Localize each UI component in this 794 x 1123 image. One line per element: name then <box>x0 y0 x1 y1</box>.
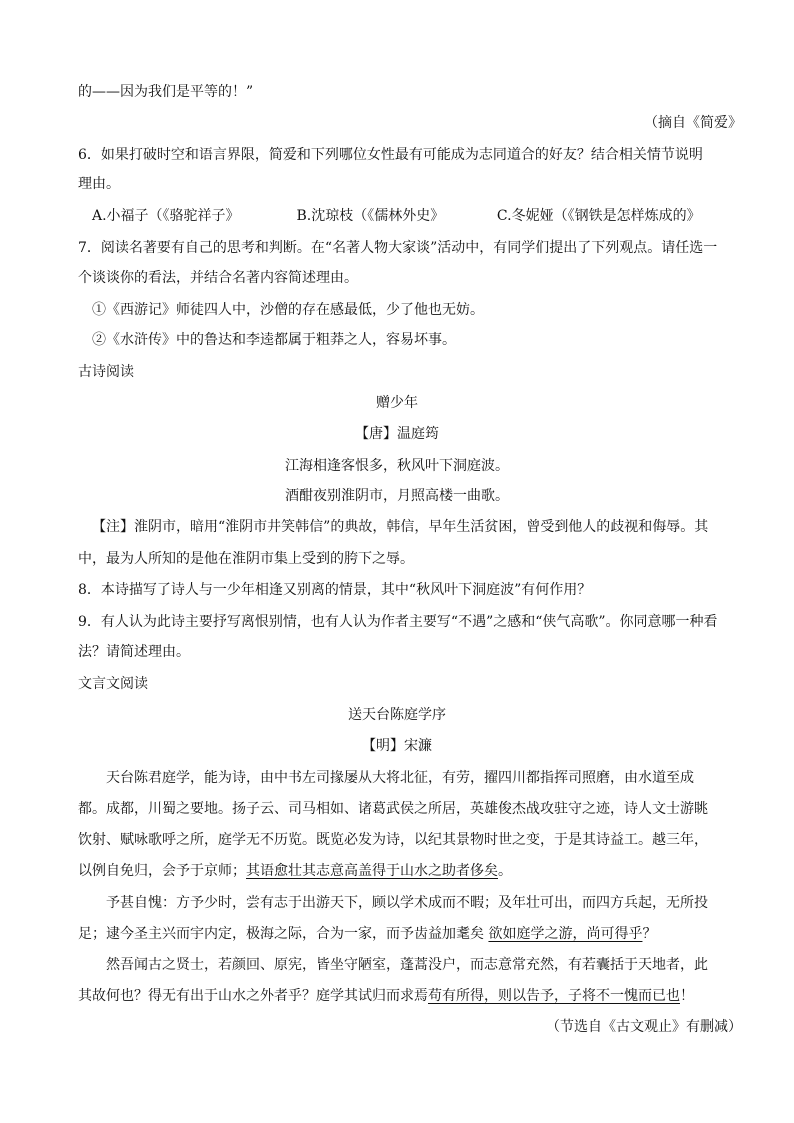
prose-source: （节选自《古文观止》有删减） <box>546 1019 742 1035</box>
prose-p3-line2-end: ！ <box>680 988 694 1004</box>
question-8: 8．本诗描写了诗人与一少年相逢又别离的情景，其中“秋风叶下洞庭波”有何作用？ <box>78 582 592 598</box>
q6-option-c: C.冬妮娅（《钢铁是怎样炼成的》 <box>496 208 701 224</box>
q9-line1: 9．有人认为此诗主要抒写离恨别情，也有人认为作者主要写“不遇”之感和“侠气高歌”。你同意哪一种看 <box>78 614 718 630</box>
q6-options <box>92 206 742 226</box>
q7-view2: ②《水浒传》中的鲁达和李逵都属于粗莽之人，容易坏事。 <box>92 332 456 348</box>
prose-p1-line3: 饮射、赋咏歌呼之所，庭学无不历览。既览必发为诗，以纪其景物时世之变，于是其诗益工。越三年， <box>78 832 708 848</box>
prose-p3-line2 <box>78 986 742 1006</box>
prose-p1-line2: 都。成都，川蜀之要地。扬子云、司马相如、诸葛武侯之所居，英雄俊杰战攻驻守之迹，诗人文士游眺 <box>78 801 708 817</box>
q7-line1: 7．阅读名著要有自己的思考和判断。在“名著人物大家谈”活动中，有同学们提出了下列观点。请任选一 <box>78 240 718 256</box>
q7-view1: ①《西游记》师徒四人中，沙僧的存在感最低，少了他也无妨。 <box>92 302 484 318</box>
q7-line2: 个谈谈你的看法，并结合名著内容简述理由。 <box>78 270 358 286</box>
section-heading-poem: 古诗阅读 <box>78 364 134 380</box>
prose-p3-line1: 然吾闻古之贤士，若颜回、原宪，皆坐守陋室，蓬蒿没户，而志意常充然，有若囊括于天地者，此 <box>106 957 708 973</box>
poem-line-2: 酒酣夜别淮阴市，月照高楼一曲歌。 <box>285 488 509 504</box>
poem-note-line2: 中，最为人所知的是他在淮阴市集上受到的胯下之辱。 <box>78 551 414 567</box>
q6-line2: 理由。 <box>78 176 120 192</box>
poem-line-1: 江海相逢客恨多，秋风叶下洞庭波。 <box>285 458 509 474</box>
q9-line2: 法？请简述理由。 <box>78 644 190 660</box>
prose-p2-line2 <box>78 924 742 944</box>
prose-p2-line1: 予甚自愧：方予少时，尝有志于出游天下，顾以学术成而不暇；及年壮可出，而四方兵起，无所投 <box>106 895 708 911</box>
prose-p3-line2-text: 其故何也？得无有出于山水之外者乎？庭学其试归而求焉 <box>78 988 428 1004</box>
prose-p1-line4-end: 。 <box>498 863 512 879</box>
q6-option-b: B.沈琼枝（《儒林外史》 <box>296 208 445 224</box>
q6-line1: 6．如果打破时空和语言界限，简爱和下列哪位女性最有可能成为志同道合的好友？结合相关情节说明 <box>78 147 703 163</box>
prose-p1-line1: 天台陈君庭学，能为诗，由中书左司掾屡从大将北征，有劳，擢四川都指挥司照磨，由水道至成 <box>106 770 694 786</box>
prose-author: 【明】宋濂 <box>362 738 432 754</box>
prose-p1-line4-text: 以例自免归，会予于京师； <box>78 863 246 879</box>
jane-eyre-source: （摘自《简爱》 <box>644 115 742 131</box>
poem-note-line1: 【注】淮阴市，暗用“淮阴市井笑韩信”的典故，韩信，早年生活贫困，曾受到他人的歧视和侮辱。其 <box>92 519 709 535</box>
jane-eyre-closing: 的——因为我们是平等的！” <box>78 84 254 100</box>
underlined-sentence-1: 其语愈壮其志意高盖得于山水之助者侈矣 <box>246 863 498 879</box>
poem-title: 赠少年 <box>376 395 418 411</box>
section-heading-prose: 文言文阅读 <box>78 676 148 692</box>
underlined-sentence-2: 欲如庭学之游，尚可得乎 <box>488 926 643 942</box>
prose-p2-line2-text: 足；逮今圣主兴而宇内定，极海之际，合为一家，而予齿益加耄矣 <box>78 926 484 942</box>
q6-option-a: A.小福子（《骆驼祥子》 <box>92 208 240 224</box>
poem-author: 【唐】温庭筠 <box>355 426 439 442</box>
prose-title: 送天台陈庭学序 <box>348 707 446 723</box>
underlined-sentence-3: 苟有所得，则以告予，子将不一愧而已也 <box>428 988 680 1004</box>
prose-p1-line4 <box>78 861 742 881</box>
prose-p2-line2-end: ？ <box>642 926 657 942</box>
